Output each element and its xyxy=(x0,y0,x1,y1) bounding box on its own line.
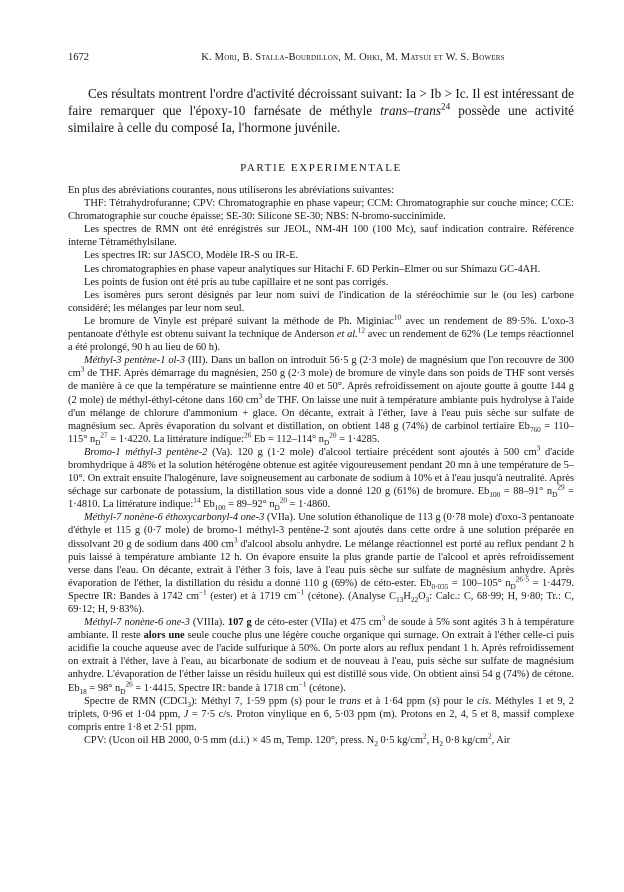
paragraph: Méthyl-7 nonène-6 one-3 (VIIIa). 107 g de céto-ester (VIIa) et 475 $cm^3$ de soude à 5% sont agités 3 h à température ambiante. Il reste alors une seule couche plus une légère couche organique qui surnage. On extrait à l'éther celle-ci puis acidifie la couche aqueuse avec de l'acide sulfurique à 50%. On porte alors au reflux pendant 1 h. Après refroidissement on extrait à l'éther, lave à l'eau, au bicarbonate de sodium et de nouveau à l'eau, puis sèche sur sulfate de magnésium anhydre. L'évaporation de l'éther laisse un résidu huileux qui est distillé sous vide. On obtient ainsi 54 g (74%) de cétone. $Eb_{18} = 98^\circ$ $n_D^{26} = 1\cdot 4415$. Spectre IR: bande à 1718 $cm^{-1}$ (cétone). xyxy=(68,614,574,696)
paragraph: Bromo-1 méthyl-3 pentène-2 (Va). 120 g (1·2 mole) d'alcool tertiaire précédent sont ajoutés à 500 $cm^3$ d'acide bromhydrique à 48% et la solution hétérogène obtenue est agitée vigoureusement pendant 20 mn à une température de 5–10°. On extrait ensuite l'halogénure, lave soigneusement au carbonate de sodium à 10% et à l'eau jusqu'à neutralité. Après séchage sur carbonate de potassium, la distillation sous vide a donné 120 g (61%) de bromure. $Eb_{100} = 88-91^\circ$ $n_D^{29} = 1\cdot 4810$. La littérature indique:$^{14}$ $Eb_{100} = 89-92^\circ$ $n_D^{20} = 1\cdot 4860$. xyxy=(68,444,574,513)
paragraph: CPV: (Ucon oil HB 2000, 0·5 mm (d.i.) × 45 m, Temp. 120°, press. $N_2$ 0·5 $kg/cm^2$, $H_2$ 0·8 $kg/cm^2$, Air xyxy=(84,732,511,749)
running-header xyxy=(68,52,574,63)
paragraph: En plus des abréviations courantes, nous utiliserons les abréviations suivantes: xyxy=(68,185,395,196)
paragraph: Les spectres IR: sur JASCO, Modèle IR-S ou IR-E. xyxy=(84,250,299,262)
paragraph: Les points de fusion ont été pris au tube capillaire et ne sont pas corrigés. xyxy=(84,276,389,288)
page-number: 1672 xyxy=(68,52,89,63)
experimental-body xyxy=(68,184,574,747)
intro-paragraph: Ces résultats montrent l'ordre d'activité décroissant suivant: Ia > Ib > Ic. Il est intéressant de faire remarquer que l'époxy-10 farnésate de méthyle trans–trans$^{24}$ possède une activité similaire à celle du composé Ia, l'hormone juvénile. xyxy=(68,86,574,135)
paragraph: Le bromure de Vinyle est préparé suivant la méthode de Ph. Miginiac$^{10}$ avec un rendement de 89·5%. L'oxo-3 pentanoate d'éthyle est obtenu suivant la technique de Anderson et al.$^{12}$ avec un rendement de 62% (Le temps réactionnel a été prolongé, 90 h au lieu de 60 h). xyxy=(68,313,574,354)
paragraph: Spectre de RMN (CDCl$_3$): Méthyl 7, 1·59 ppm (s) pour le trans et à 1·64 ppm (s) pour le cis. Méthyles 1 et 9, 2 triplets, 0·96 et 1·04 ppm, J = 7·5 c/s. Proton vinylique en 6, 5·03 ppm (m). Protons en 2, 4, 5 et 8, massif complexe compris entre 1·8 et 2·51 ppm. xyxy=(68,695,575,733)
section-title: PARTIE EXPERIMENTALE xyxy=(240,162,402,174)
paragraph: Les chromatographies en phase vapeur analytiques sur Hitachi F. 6D Perkin–Elmer ou sur Shimazu GC-4AH. xyxy=(84,263,541,275)
running-header-authors: K. Mori, B. Stalla-Bourdillon, M. Ohki, M. Matsui et W. S. Bowers xyxy=(201,52,505,63)
paragraph: THF: Tétrahydrofuranne; CPV: Chromatographie en phase vapeur; CCM: Chromatographie sur couche mince; CCE: Chromatographie sur couche épaisse; SE-30: Silicone SE-30; NBS: N-bromo-succinimide. xyxy=(68,198,574,223)
paragraph: Méthyl-3 pentène-1 ol-3 (III). Dans un ballon on introduit 56·5 g (2·3 mole) de magnésium que l'on recouvre de 300 $cm^3$ de THF. Après démarrage du magnésien, 250 g (2·3 mole) de bromure de vinyle dans son poids de THF sont versés de manière à ce que la température se maintienne entre 40 et 50°. Après refroidissement on ajoute goutte à goutte 144 g (2 mole) de méthyl-éthyl-cétone dans 160 $cm^3$ de THF. On laisse une nuit à température ambiante puis hydrolyse à l'aide d'un mélange de chlorure d'ammonium + glace. On décante, extrait à l'éther, lave à l'eau puis sèche sur sulfate de magnésium sec. Après évaporation du solvant et distillation, on obtient 148 g (74%) de carbinol tertiaire $Eb_{760} = 110-115^\circ$ $n_D^{27} = 1\cdot 4220$. La littérature indique:$^{26}$ Eb = 112–114° $n_D^{20} = 1\cdot 4285$. xyxy=(68,355,575,447)
paragraph: Les spectres de RMN ont été enrégistrés sur JEOL, NM-4H 100 (100 Mc), sauf indication contraire. Référence interne Tétraméthylsilane. xyxy=(68,224,574,249)
paragraph: Méthyl-7 nonène-6 éthoxycarbonyl-4 one-3 (VIIa). Une solution éthanolique de 113 g (0·78 mole) d'oxo-3 pentanoate d'éthyle et 115 g (0·7 mole) de bromo-1 méthyl-3 pentène-2 sont ajoutés dans cette ordre à une solution préparée en dissolvant 20 g de sodium dans 400 $cm^3$ d'alcool absolu anhydre. Le mélange réactionnel est porté au reflux pendant 2 h puis laissé à température ambiante 12 h. On évapore ensuite la plus grande partie de l'alcool et après refroidissement verse dans l'eau. On décante, extrait à l'éther 3 fois, lave à l'eau puis sèche sur sulfate de magnésium anhydre. Après évaporation de l'éther, la distillation du résidu a donné 110 g (69%) de céto-ester. $Eb_{0\cdot 035} = 100-105^\circ$ $n_D^{26\cdot 5} = 1\cdot 4479$. Spectre IR: Bandes à 1742 $cm^{-1}$ (ester) et à 1719 $cm^{-1}$ (cétone). (Analyse $C_{13}H_{22}O_3$: Calc.: C, 68·99; H, 9·80; Tr.: C, 69·12; H, 9·83%). xyxy=(68,512,574,615)
paragraph: Les isomères purs seront désignés par leur nom suivi de l'indication de la stéréochimie sur le (ou les) carbone considéré; les mélanges par leur nom seul. xyxy=(68,289,574,314)
